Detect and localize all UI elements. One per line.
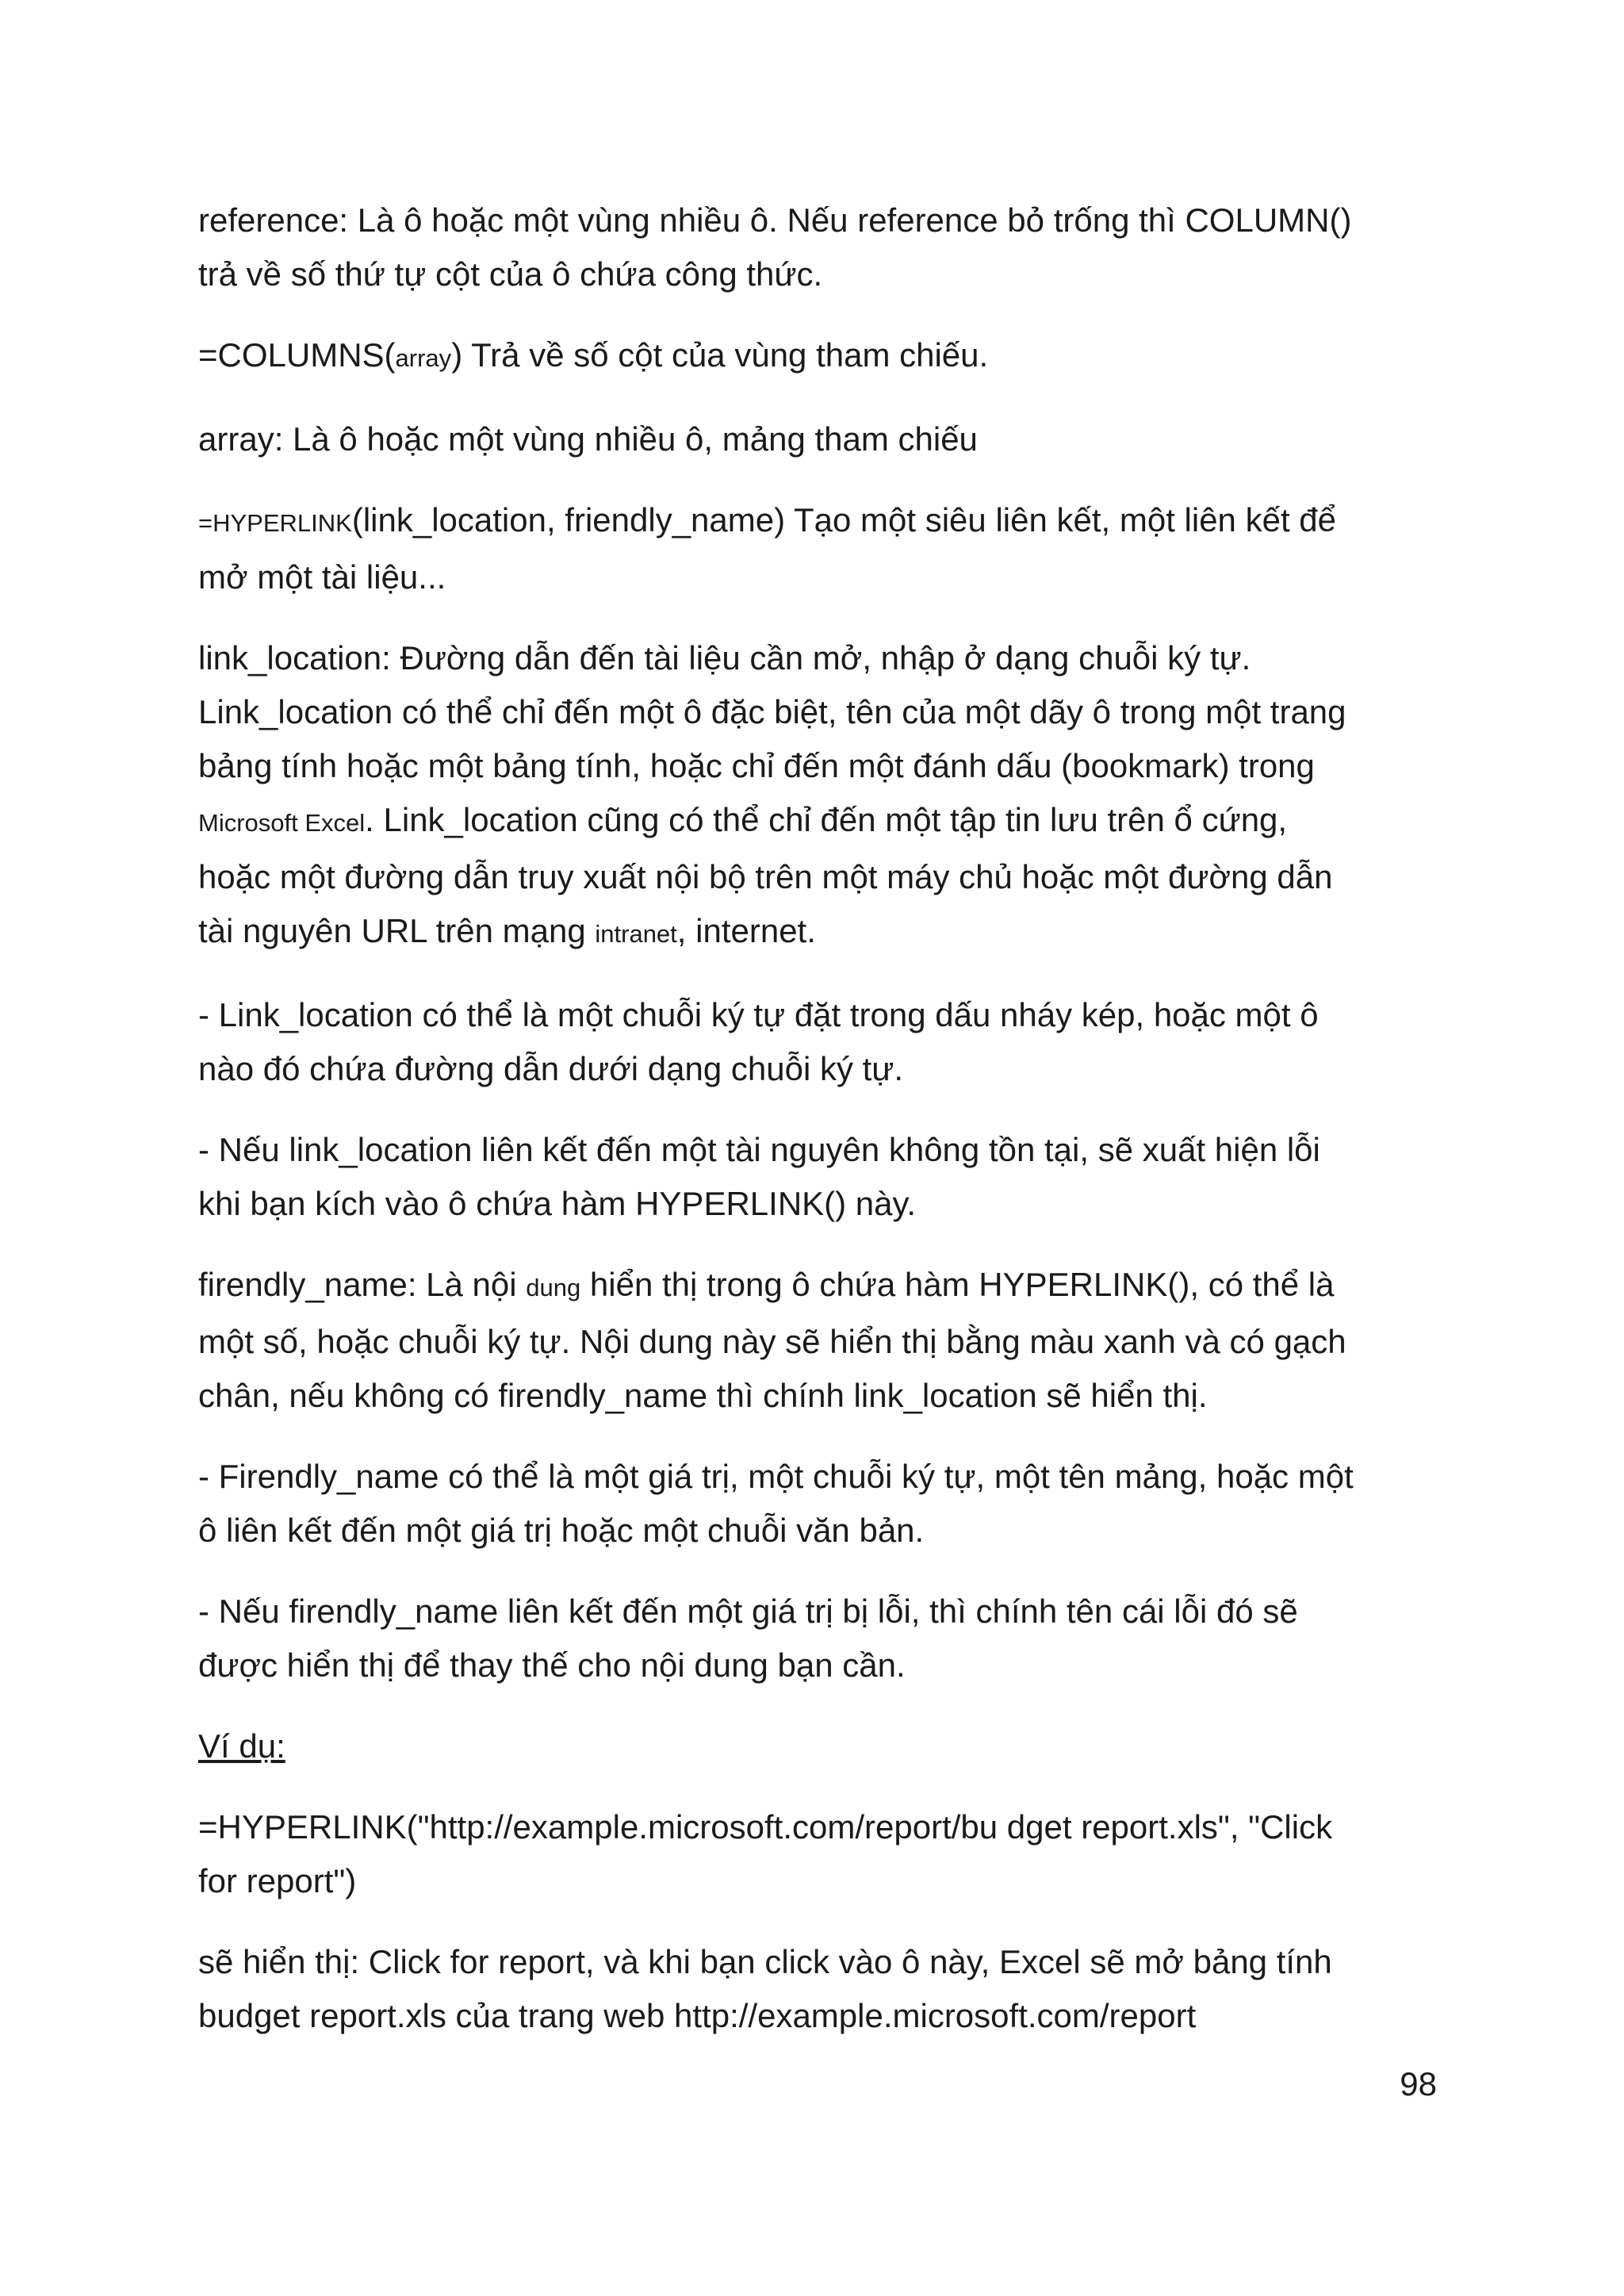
text-fragment: array — [395, 344, 452, 372]
paragraph-example-heading — [198, 1719, 1451, 1773]
text-fragment: Microsoft Excel — [198, 809, 366, 837]
paragraph-example-formula — [198, 1800, 1451, 1908]
text-line: hoặc một đường dẫn truy xuất nội bộ trên một máy chủ hoặc một đường dẫn — [198, 858, 1333, 895]
paragraph-friendly-name-error — [198, 1585, 1451, 1692]
text-fragment: intranet — [595, 920, 677, 948]
text-fragment: firendly_name: Là nội — [198, 1266, 527, 1303]
text-line: array: Là ô hoặc một vùng nhiều ô, mảng tham chiếu — [198, 420, 978, 458]
text-fragment: ) Trả về số cột của vùng tham chiếu. — [451, 336, 989, 374]
paragraph-link-location — [198, 631, 1451, 961]
text-line: Link_location có thể chỉ đến một ô đặc biệt, tên của một dãy ô trong một trang — [198, 693, 1346, 730]
document-page — [198, 194, 1451, 2070]
text-fragment: =HYPERLINK — [198, 509, 352, 537]
paragraph-columns-function — [198, 328, 1451, 385]
text-line: trả về số thứ tự cột của ô chứa công thức. — [198, 255, 823, 293]
text-fragment: . Link_location cũng có thể chỉ đến một tập tin lưu trên ổ cứng, — [365, 801, 1288, 838]
text-fragment: hiển thị trong ô chứa hàm HYPERLINK(), có thể là — [580, 1266, 1335, 1303]
text-line: nào đó chứa đường dẫn dưới dạng chuỗi ký tự. — [198, 1050, 904, 1087]
text-line: chân, nếu không có firendly_name thì chính link_location sẽ hiển thị. — [198, 1377, 1208, 1414]
text-line: khi bạn kích vào ô chứa hàm HYPERLINK() này. — [198, 1185, 917, 1222]
paragraph-hyperlink-function — [198, 493, 1451, 604]
text-line: được hiển thị để thay thế cho nội dung bạn cần. — [198, 1646, 906, 1684]
text-line: budget report.xls của trang web http://example.microsoft.com/report — [198, 1997, 1197, 2034]
text-line: - Nếu link_location liên kết đến một tài nguyên không tồn tại, sẽ xuất hiện lỗi — [198, 1131, 1320, 1168]
paragraph-array — [198, 412, 1451, 466]
text-line: - Firendly_name có thể là một giá trị, một chuỗi ký tự, một tên mảng, hoặc một — [198, 1458, 1354, 1495]
paragraph-reference — [198, 194, 1451, 301]
text-fragment: , internet. — [676, 912, 816, 949]
text-line: - Link_location có thể là một chuỗi ký tự đặt trong dấu nháy kép, hoặc một ô — [198, 996, 1319, 1033]
paragraph-friendly-name-value — [198, 1450, 1451, 1558]
text-line: - Nếu firendly_name liên kết đến một giá trị bị lỗi, thì chính tên cái lỗi đó sẽ — [198, 1593, 1298, 1630]
text-line: sẽ hiển thị: Click for report, và khi bạn click vào ô này, Excel sẽ mở bảng tính — [198, 1943, 1332, 1980]
text-line: =HYPERLINK("http://example.microsoft.com/report/bu dget report.xls", "Click — [198, 1808, 1333, 1846]
paragraph-example-result — [198, 1935, 1451, 2043]
text-fragment: tài nguyên URL trên mạng — [198, 912, 596, 949]
text-fragment: (link_location, friendly_name) Tạo một siêu liên kết, một liên kết để — [351, 501, 1337, 539]
text-line: bảng tính hoặc một bảng tính, hoặc chỉ đến một đánh dấu (bookmark) trong — [198, 747, 1315, 784]
paragraph-link-location-error — [198, 1123, 1451, 1231]
text-fragment: =COLUMNS( — [198, 336, 396, 374]
text-line: for report") — [198, 1862, 357, 1899]
text-line: link_location: Đường dẫn đến tài liệu cần mở, nhập ở dạng chuỗi ký tự. — [198, 639, 1251, 677]
text-line: một số, hoặc chuỗi ký tự. Nội dung này sẽ hiển thị bằng màu xanh và có gạch — [198, 1323, 1346, 1360]
text-line: reference: Là ô hoặc một vùng nhiều ô. Nếu reference bỏ trống thì COLUMN() — [198, 201, 1352, 239]
text-line: ô liên kết đến một giá trị hoặc một chuỗi văn bản. — [198, 1512, 925, 1549]
page-number: 98 — [1400, 2065, 1437, 2102]
example-heading: Ví dụ: — [198, 1727, 285, 1765]
paragraph-link-location-string — [198, 988, 1451, 1096]
paragraph-friendly-name — [198, 1258, 1451, 1423]
text-line: mở một tài liệu... — [198, 558, 446, 596]
text-fragment: dung — [526, 1274, 581, 1301]
